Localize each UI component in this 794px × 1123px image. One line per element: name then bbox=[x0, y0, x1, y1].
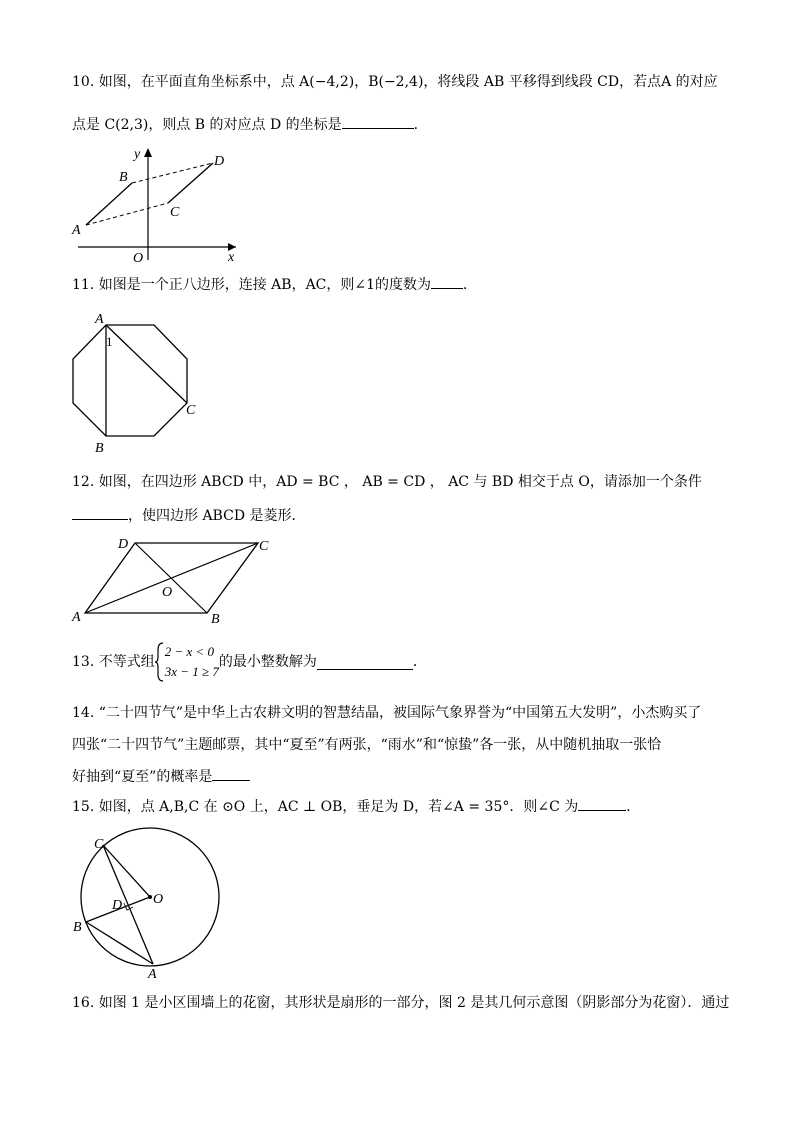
q13-prefix: 13. 不等式组 bbox=[72, 654, 155, 670]
q12-label-c: C bbox=[259, 539, 269, 554]
label-b: B bbox=[119, 170, 128, 185]
q11-label-b: B bbox=[95, 441, 104, 456]
segment-cd bbox=[168, 163, 213, 203]
q10-line2-text: 点是 C(2,3)，则点 B 的对应点 D 的坐标是 bbox=[72, 117, 342, 133]
q16-line1: 16. 如图 1 是小区围墙上的花窗，其形状是扇形的一部分，图 2 是其几何示意图（阴影部分为花窗）．通过 bbox=[72, 995, 730, 1011]
answer-blank bbox=[72, 505, 128, 520]
q12-line2 bbox=[72, 505, 306, 526]
q12-label-a: A bbox=[72, 610, 81, 625]
q13-line bbox=[72, 642, 427, 682]
q12-label-d: D bbox=[118, 537, 129, 552]
q15-label-b: B bbox=[73, 920, 82, 935]
q13-period: ． bbox=[412, 654, 427, 670]
q15-label-c: C bbox=[94, 837, 104, 852]
q15-label-o: O bbox=[153, 892, 164, 907]
label-y: y bbox=[134, 147, 141, 162]
answer-blank bbox=[431, 274, 463, 289]
q11-label-a: A bbox=[95, 312, 104, 327]
label-c: C bbox=[170, 205, 180, 220]
q11-angle-1: 1 bbox=[106, 334, 113, 349]
answer-blank bbox=[578, 796, 626, 811]
q15-period: ． bbox=[626, 799, 641, 815]
q15-line bbox=[72, 796, 640, 817]
label-x: x bbox=[228, 250, 235, 265]
octagon bbox=[73, 325, 187, 436]
inequality-2: 3x − 1 ≥ 7 bbox=[164, 664, 219, 679]
q11-line bbox=[72, 274, 477, 295]
q14-line1: 14. “二十四节气”是中华上古农耕文明的智慧结晶，被国际气象界誉为“中国第五大发明”，小杰购买了 bbox=[72, 705, 702, 721]
q13-suffix: 的最小整数解为 bbox=[218, 654, 317, 670]
q12-line2-text: ，使四边形 ABCD 是菱形． bbox=[128, 508, 306, 524]
q15-text: 15. 如图，点 A,B,C 在 ⊙O 上，AC ⊥ OB，垂足为 D，若∠A = 35°．则∠C 为 bbox=[72, 799, 579, 815]
q15-label-a: A bbox=[148, 967, 157, 982]
q14-line2: 四张“二十四节气”主题邮票，其中“夏至”有两张，“雨水”和“惊蛰”各一张，从中随机抽取一张恰 bbox=[72, 737, 662, 753]
label-o: O bbox=[133, 251, 144, 266]
inequality-1: 2 − x < 0 bbox=[164, 644, 215, 659]
q11-text: 11. 如图是一个正八边形，连接 AB，AC，则∠1的度数为 bbox=[72, 277, 432, 293]
q11-label-c: C bbox=[186, 403, 196, 418]
q11-period: ． bbox=[463, 277, 478, 293]
q14-line3-text: 好抽到“夏至”的概率是 bbox=[72, 769, 213, 785]
q10-line1: 10. 如图，在平面直角坐标系中，点 A(−4,2)，B(−2,4)，将线段 AB 平移得到线段 CD，若点A 的对应 bbox=[72, 74, 718, 90]
q10-period: ． bbox=[413, 117, 428, 133]
q12-label-o: O bbox=[162, 585, 173, 600]
label-a: A bbox=[72, 223, 81, 238]
label-d: D bbox=[214, 154, 225, 169]
q12-line1: 12. 如图，在四边形 ABCD 中，AD = BC ， AB = CD ， AC 与 BD 相交于点 O，请添加一个条件 bbox=[72, 474, 702, 490]
q12-label-b: B bbox=[211, 612, 220, 627]
q14-line3 bbox=[72, 766, 250, 787]
answer-blank bbox=[317, 655, 413, 670]
answer-blank bbox=[212, 766, 250, 781]
q15-label-d: D bbox=[112, 898, 123, 913]
inequality-system bbox=[155, 642, 219, 682]
